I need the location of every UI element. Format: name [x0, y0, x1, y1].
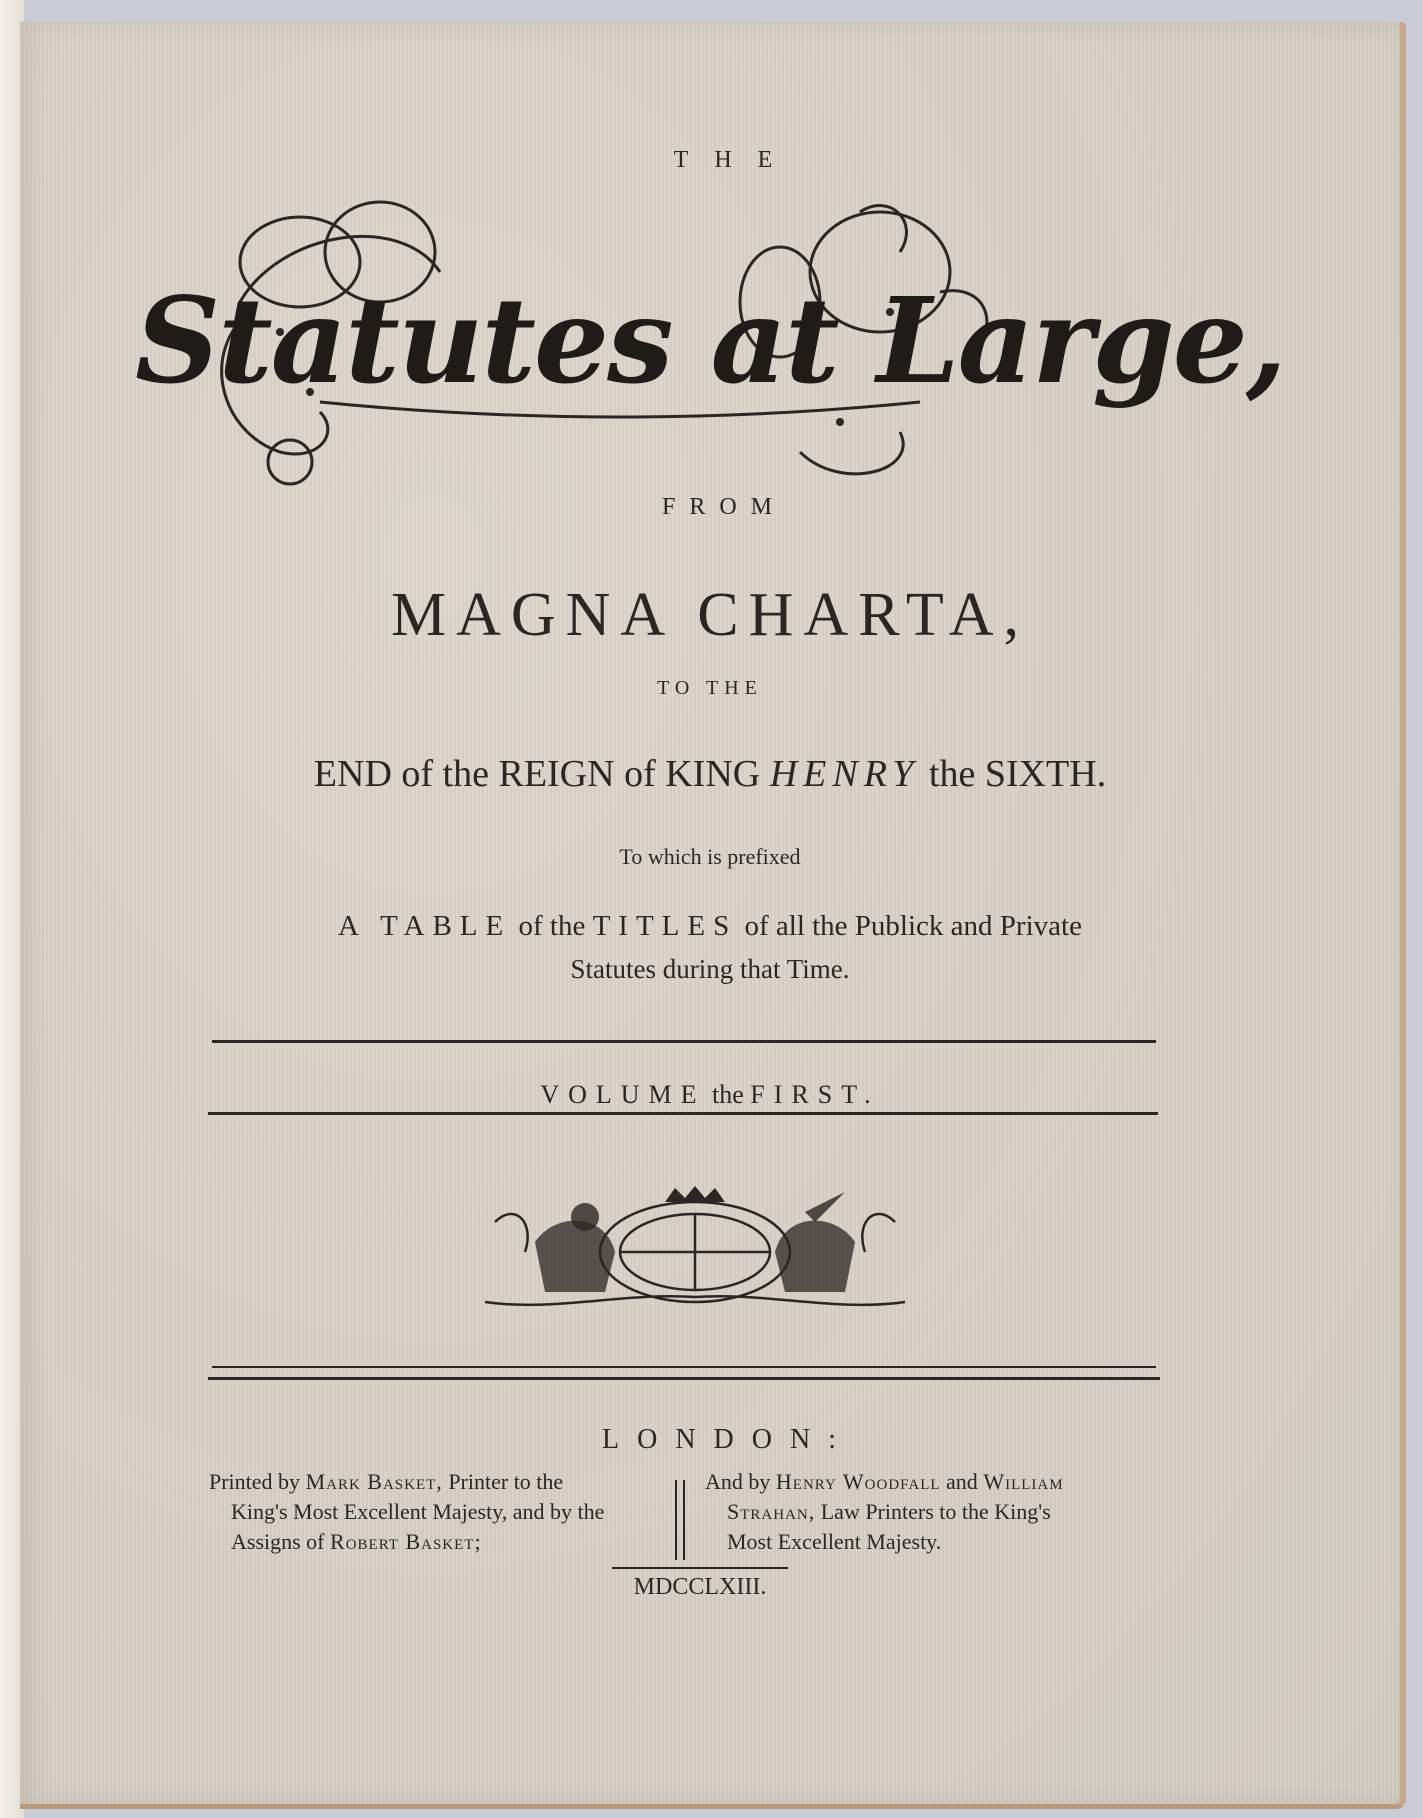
majesty-line: King's Most Excellent Majesty, and by the: [231, 1499, 605, 1524]
of-the-word: of the: [518, 910, 586, 942]
and-word: and: [946, 1469, 978, 1494]
column-divider-1: [675, 1480, 677, 1560]
law-printers: Law Printers to the King's: [820, 1499, 1051, 1524]
line-the: THE: [673, 147, 799, 173]
main-title-block: [20, 192, 1400, 410]
publick-private-text: of all the Publick and Private: [744, 910, 1082, 942]
volume-word: VOLUME: [540, 1080, 706, 1109]
line-table-titles: [20, 910, 1400, 943]
imprint-right-column: [705, 1467, 1185, 1557]
imprint-city: LONDON:: [602, 1424, 854, 1455]
double-rule-2: [208, 1377, 1160, 1380]
end-reign-prefix: END of the REIGN of KING: [313, 753, 761, 795]
printer-woodfall: Henry Woodfall: [775, 1469, 941, 1494]
volume-line: [20, 1080, 1400, 1110]
king-name: HENRY: [769, 753, 920, 795]
double-rule-1: [212, 1366, 1156, 1368]
assigns-name: Robert Basket;: [330, 1529, 482, 1554]
publication-date: MDCCLXIII.: [633, 1574, 767, 1600]
column-divider-2: [683, 1480, 685, 1560]
titles-word: TITLES: [592, 910, 738, 942]
printer-strahan: Strahan,: [727, 1499, 816, 1524]
coat-of-arms-icon: [475, 1182, 915, 1322]
title-page: [20, 22, 1406, 1809]
strahan-line: [705, 1497, 1185, 1527]
printer-role: Printer to the: [448, 1469, 564, 1494]
end-reign-suffix: the SIXTH.: [928, 753, 1107, 795]
rule-bottom: [208, 1112, 1158, 1115]
line-to-the: TO THE: [657, 677, 763, 699]
printer-name: Mark Basket,: [305, 1469, 443, 1494]
imprint-left-column: [209, 1467, 669, 1557]
volume-number: FIRST.: [750, 1080, 880, 1109]
and-by: And by: [705, 1469, 771, 1494]
assigns-line: [209, 1527, 669, 1557]
line-statutes-time: Statutes during that Time.: [570, 954, 850, 984]
line-end-reign: [20, 752, 1400, 796]
assigns-of: Assigns of: [231, 1529, 325, 1554]
printer-william: William: [983, 1469, 1064, 1494]
printed-by: Printed by: [209, 1469, 301, 1494]
rule-top: [212, 1040, 1156, 1043]
line-magna-charta: MAGNA CHARTA,: [390, 581, 1030, 649]
main-title: Statutes at Large,: [135, 271, 1285, 410]
date-rule: [612, 1567, 788, 1569]
majesty-line-right: Most Excellent Majesty.: [727, 1529, 942, 1554]
line-prefixed: To which is prefixed: [619, 844, 801, 869]
volume-the: the: [712, 1080, 744, 1109]
table-word: A TABLE: [338, 910, 512, 942]
line-from: FROM: [661, 494, 787, 520]
